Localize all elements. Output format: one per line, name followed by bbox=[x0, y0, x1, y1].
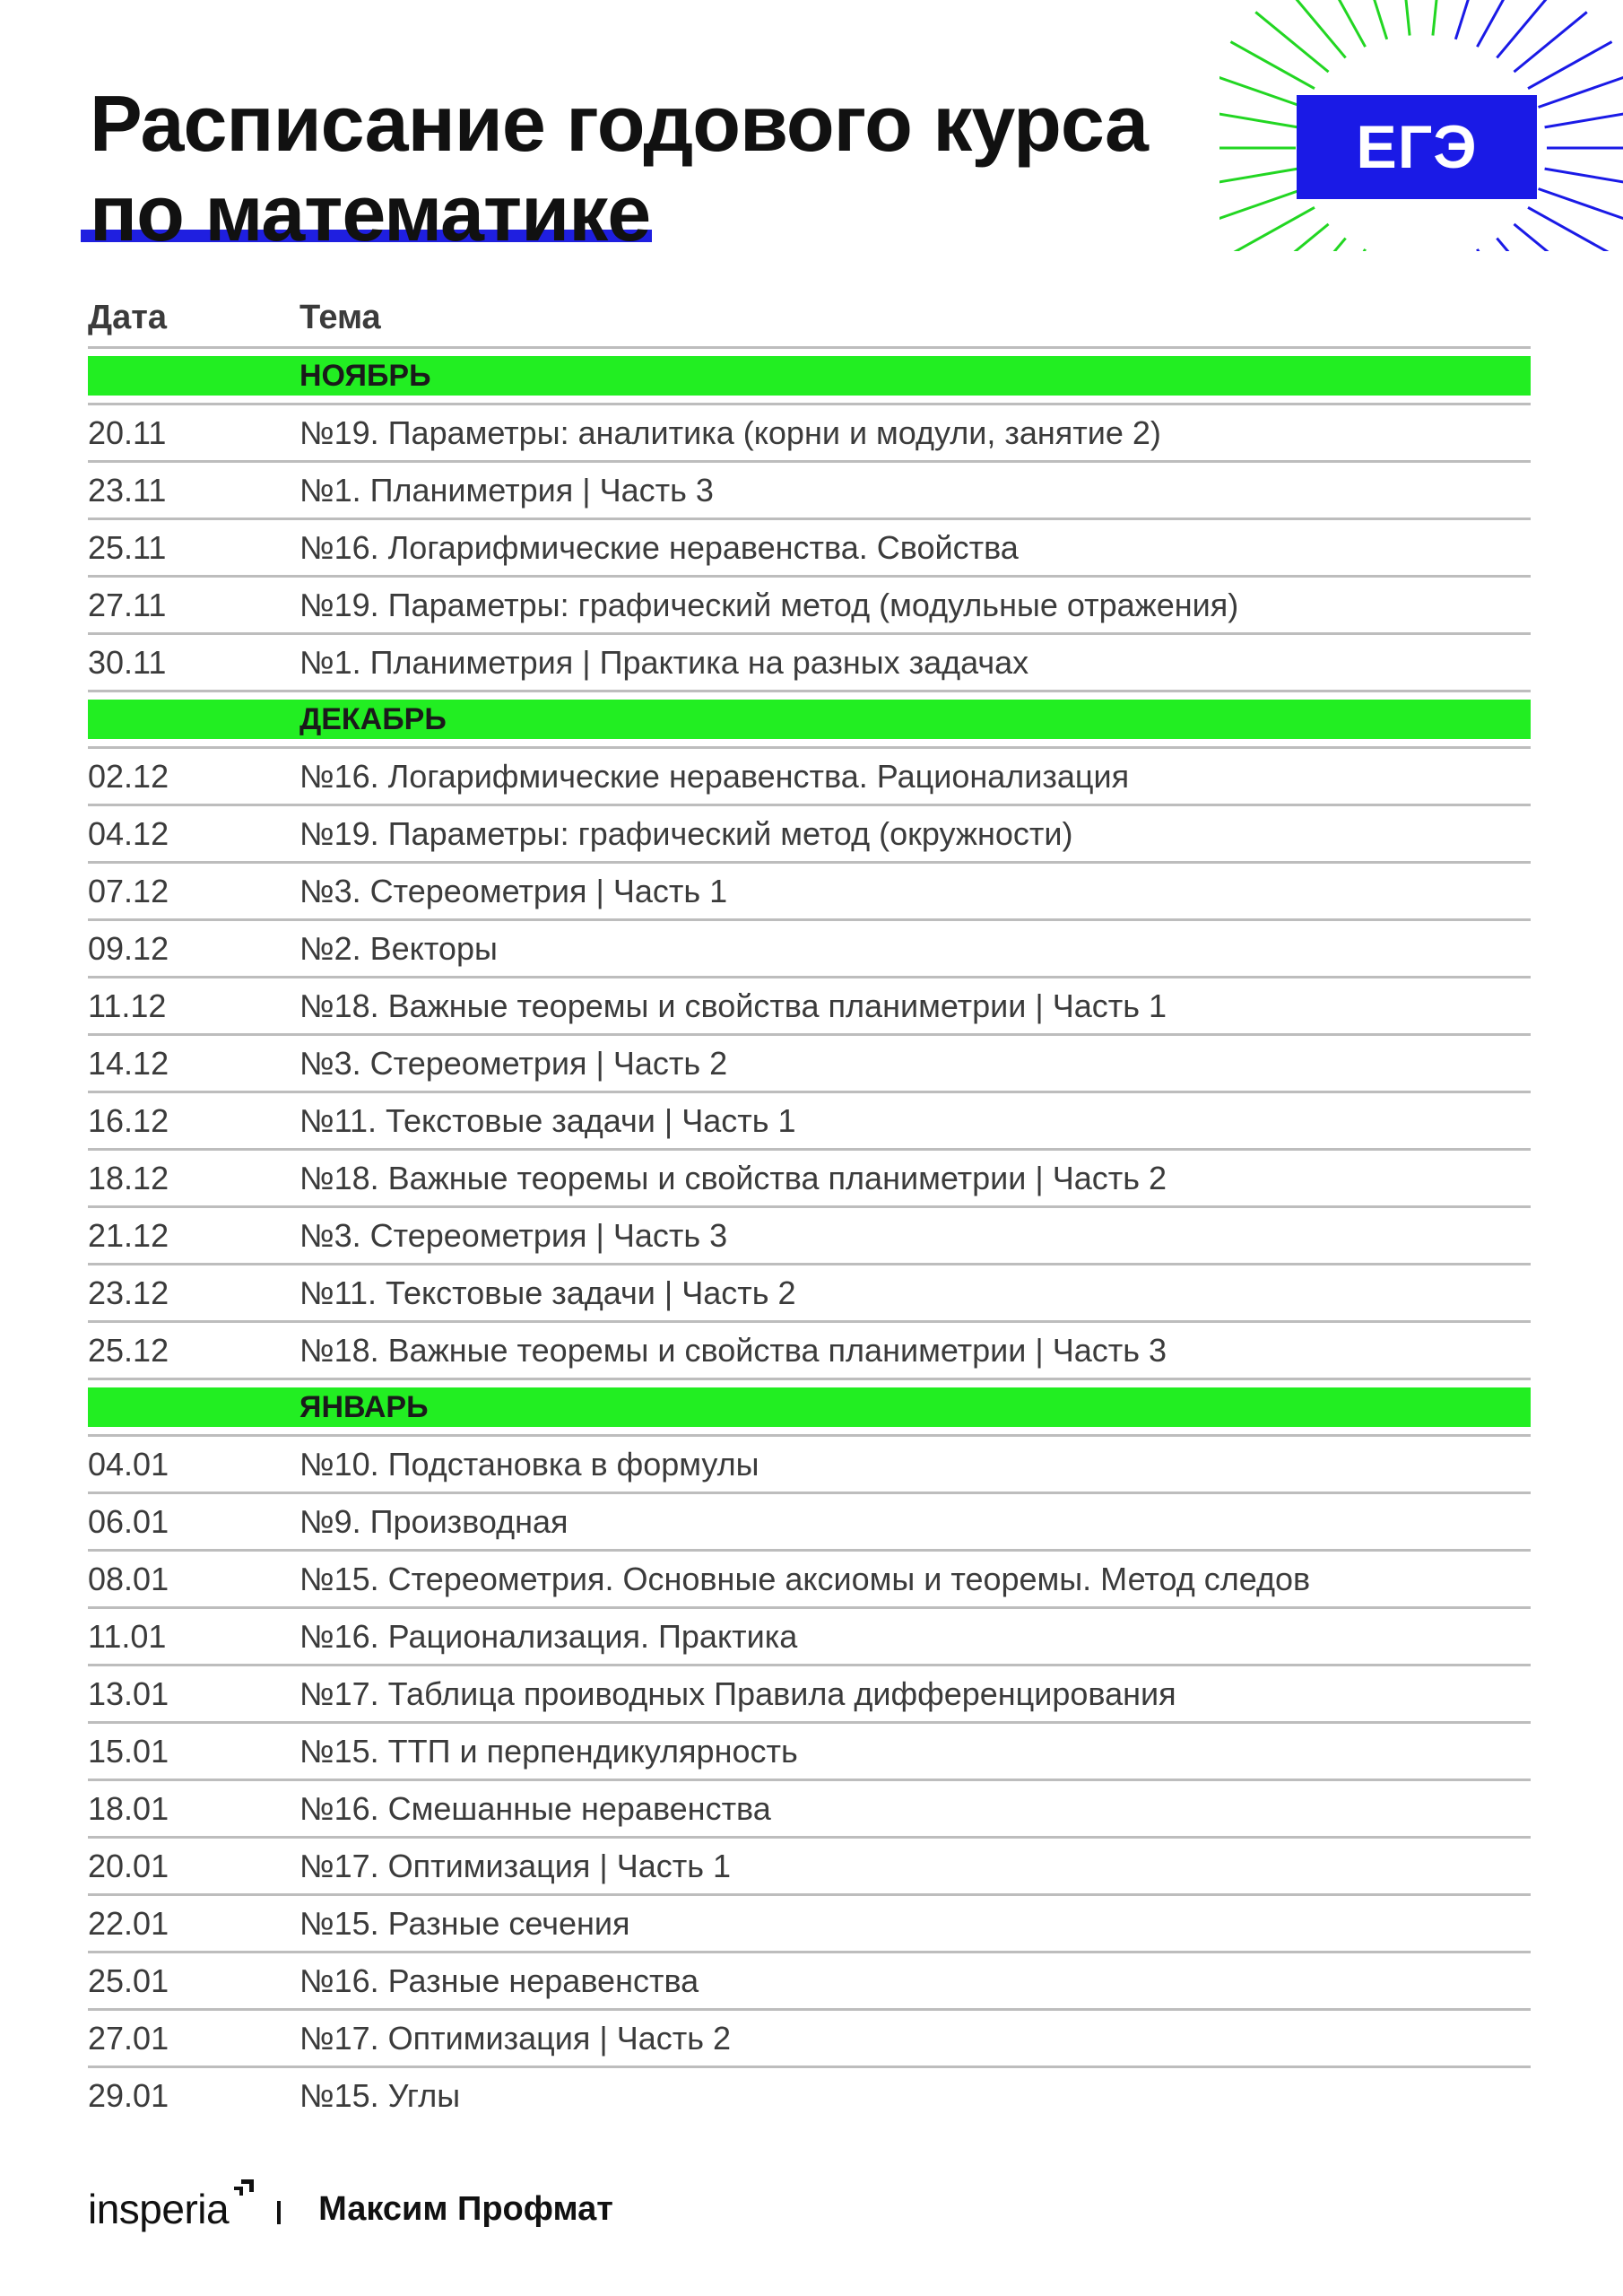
row-topic: №16. Логарифмические неравенства. Рационализация bbox=[299, 757, 1130, 795]
insperia-logo bbox=[88, 2185, 229, 2233]
sunburst-ray bbox=[1514, 224, 1586, 251]
row-date: 29.01 bbox=[88, 2076, 169, 2114]
logo-text: insperia bbox=[88, 2186, 230, 2232]
month-band-december bbox=[88, 700, 1531, 739]
sunburst-ray bbox=[1401, 0, 1410, 36]
row-date: 23.12 bbox=[88, 1274, 169, 1311]
sunburst-ray bbox=[1497, 0, 1556, 57]
table-row bbox=[88, 2011, 1531, 2068]
row-topic: №9. Производная bbox=[299, 1502, 568, 1540]
row-topic: №18. Важные теоремы и свойства планиметрии | Часть 1 bbox=[299, 987, 1167, 1024]
row-date: 27.11 bbox=[88, 586, 167, 623]
table-row bbox=[88, 1609, 1531, 1666]
row-date: 16.12 bbox=[88, 1101, 169, 1139]
footer-separator bbox=[277, 2201, 281, 2224]
sunburst-ray bbox=[1360, 0, 1387, 39]
row-topic: №16. Рационализация. Практика bbox=[299, 1617, 798, 1655]
row-topic: №16. Логарифмические неравенства. Свойства bbox=[299, 528, 1019, 566]
logo-mark-icon bbox=[230, 2178, 256, 2203]
row-date: 18.12 bbox=[88, 1159, 169, 1196]
header-topic: Тема bbox=[299, 298, 381, 336]
sunburst-ray bbox=[1477, 249, 1521, 251]
page-title-line-2: по математике bbox=[90, 169, 651, 257]
row-topic: №11. Текстовые задачи | Часть 1 bbox=[299, 1101, 796, 1139]
sunburst-ray bbox=[1539, 75, 1623, 108]
month-label: ЯНВАРЬ bbox=[299, 1389, 429, 1424]
row-date: 30.11 bbox=[88, 643, 167, 681]
row-topic: №3. Стереометрия | Часть 1 bbox=[299, 872, 728, 909]
table-row bbox=[88, 1323, 1531, 1380]
author-name: Максим Профмат bbox=[318, 2189, 613, 2228]
row-topic: №19. Параметры: аналитика (корни и модули, занятие 2) bbox=[299, 413, 1161, 451]
row-date: 14.12 bbox=[88, 1044, 169, 1082]
schedule-table bbox=[88, 289, 1531, 2123]
table-row bbox=[88, 405, 1531, 463]
page-title bbox=[90, 79, 1148, 258]
row-topic: №3. Стереометрия | Часть 3 bbox=[299, 1216, 728, 1254]
header-date: Дата bbox=[88, 298, 167, 336]
month-band-january bbox=[88, 1387, 1531, 1427]
table-row bbox=[88, 1666, 1531, 1724]
table-row bbox=[88, 1151, 1531, 1208]
table-row bbox=[88, 1437, 1531, 1494]
footer bbox=[88, 2178, 613, 2240]
row-topic: №18. Важные теоремы и свойства планиметрии | Часть 2 bbox=[299, 1159, 1167, 1196]
table-row bbox=[88, 1724, 1531, 1781]
row-date: 27.01 bbox=[88, 2019, 169, 2057]
table-row bbox=[88, 635, 1531, 692]
sunburst-ray bbox=[1455, 0, 1482, 39]
row-date: 15.01 bbox=[88, 1732, 169, 1770]
row-date: 04.01 bbox=[88, 1445, 169, 1483]
table-row bbox=[88, 1781, 1531, 1839]
row-topic: №16. Разные неравенства bbox=[299, 1961, 699, 1999]
row-date: 18.01 bbox=[88, 1789, 169, 1827]
table-row bbox=[88, 864, 1531, 921]
row-topic: №2. Векторы bbox=[299, 929, 498, 967]
sunburst-ray bbox=[1219, 111, 1298, 127]
row-topic: №18. Важные теоремы и свойства планиметрии | Часть 3 bbox=[299, 1331, 1167, 1369]
table-row bbox=[88, 2068, 1531, 2123]
row-topic: №17. Оптимизация | Часть 2 bbox=[299, 2019, 732, 2057]
row-topic: №17. Таблица проиводных Правила дифференцирования bbox=[299, 1674, 1176, 1712]
row-date: 20.11 bbox=[88, 413, 167, 451]
sunburst-ray bbox=[1322, 0, 1366, 47]
month-band-november bbox=[88, 356, 1531, 396]
row-date: 07.12 bbox=[88, 872, 169, 909]
table-row bbox=[88, 806, 1531, 864]
row-date: 25.01 bbox=[88, 1961, 169, 1999]
row-date: 04.12 bbox=[88, 814, 169, 852]
row-topic: №15. Углы bbox=[299, 2076, 461, 2114]
sunburst-ray bbox=[1545, 111, 1623, 127]
sunburst-ray bbox=[1255, 224, 1328, 251]
table-row bbox=[88, 1265, 1531, 1323]
table-row bbox=[88, 578, 1531, 635]
row-topic: №17. Оптимизация | Часть 1 bbox=[299, 1847, 732, 1884]
row-date: 09.12 bbox=[88, 929, 169, 967]
row-date: 22.01 bbox=[88, 1904, 169, 1942]
table-row bbox=[88, 463, 1531, 520]
sunburst-ray bbox=[1286, 239, 1345, 251]
row-topic: №1. Планиметрия | Практика на разных задачах bbox=[299, 643, 1029, 681]
table-row bbox=[88, 921, 1531, 978]
sunburst-ray bbox=[1322, 249, 1366, 251]
row-topic: №15. Разные сечения bbox=[299, 1904, 630, 1942]
table-row bbox=[88, 1896, 1531, 1953]
row-date: 06.01 bbox=[88, 1502, 169, 1540]
sunburst-ray bbox=[1286, 0, 1345, 57]
table-header bbox=[88, 289, 1531, 349]
row-topic: №19. Параметры: графический метод (окружности) bbox=[299, 814, 1073, 852]
table-row bbox=[88, 1036, 1531, 1093]
row-date: 21.12 bbox=[88, 1216, 169, 1254]
row-date: 25.12 bbox=[88, 1331, 169, 1369]
row-topic: №19. Параметры: графический метод (модульные отражения) bbox=[299, 586, 1239, 623]
row-topic: №3. Стереометрия | Часть 2 bbox=[299, 1044, 728, 1082]
table-row bbox=[88, 749, 1531, 806]
row-date: 08.01 bbox=[88, 1560, 169, 1597]
sunburst-ray bbox=[1433, 0, 1442, 36]
sunburst-ray bbox=[1477, 0, 1521, 47]
sunburst-ray bbox=[1497, 239, 1556, 251]
row-date: 11.01 bbox=[88, 1617, 167, 1655]
month-label: НОЯБРЬ bbox=[299, 358, 431, 393]
row-date: 25.11 bbox=[88, 528, 167, 566]
sunburst-ray bbox=[1219, 75, 1304, 108]
sunburst-ray bbox=[1219, 169, 1298, 185]
ege-badge: ЕГЭ bbox=[1297, 95, 1537, 199]
table-row bbox=[88, 978, 1531, 1036]
row-topic: №15. Стереометрия. Основные аксиомы и теоремы. Метод следов bbox=[299, 1560, 1311, 1597]
table-row bbox=[88, 1552, 1531, 1609]
row-date: 23.11 bbox=[88, 471, 167, 509]
sunburst-ray bbox=[1219, 189, 1304, 222]
month-label: ДЕКАБРЬ bbox=[299, 701, 447, 736]
page-title-line-1: Расписание годового курса bbox=[90, 79, 1148, 168]
row-topic: №10. Подстановка в формулы bbox=[299, 1445, 759, 1483]
row-date: 11.12 bbox=[88, 987, 167, 1024]
row-topic: №1. Планиметрия | Часть 3 bbox=[299, 471, 714, 509]
table-row bbox=[88, 1093, 1531, 1151]
row-topic: №11. Текстовые задачи | Часть 2 bbox=[299, 1274, 796, 1311]
row-topic: №15. ТТП и перпендикулярность bbox=[299, 1732, 798, 1770]
table-row bbox=[88, 1208, 1531, 1265]
row-date: 02.12 bbox=[88, 757, 169, 795]
sunburst-ray bbox=[1539, 189, 1623, 222]
sunburst-ray bbox=[1545, 169, 1623, 185]
table-row bbox=[88, 1494, 1531, 1552]
row-date: 13.01 bbox=[88, 1674, 169, 1712]
row-date: 20.01 bbox=[88, 1847, 169, 1884]
table-row bbox=[88, 1839, 1531, 1896]
table-row bbox=[88, 1953, 1531, 2011]
table-row bbox=[88, 520, 1531, 578]
row-topic: №16. Смешанные неравенства bbox=[299, 1789, 771, 1827]
